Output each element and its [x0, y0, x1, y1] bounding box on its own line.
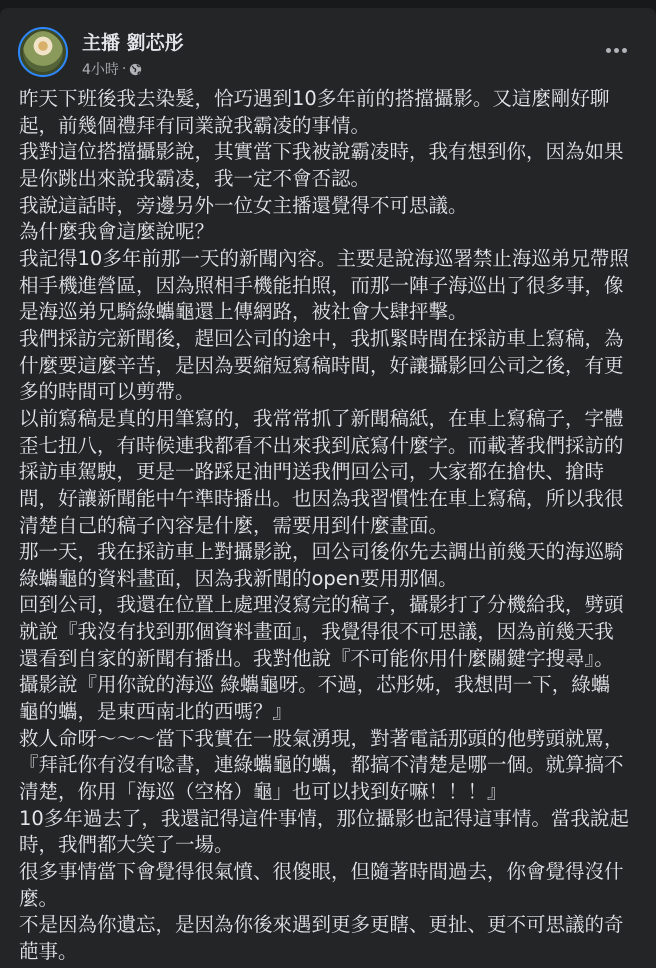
post-text-line: 我記得10多年前那一天的新聞內容。主要是說海巡署禁止海巡弟兄帶照 — [19, 246, 629, 270]
avatar-image — [23, 32, 63, 72]
post-paragraph — [19, 912, 649, 965]
post-text-line: 回到公司，我還在位置上處理沒寫完的稿子，攝影打了分機給我，劈頭 — [19, 593, 624, 617]
post-paragraph — [19, 139, 649, 192]
post-text-line: 那一天，我在採訪車上對攝影說，回公司後你先去調出前幾天的海巡騎 — [19, 540, 624, 564]
post-text-line: 我對這位搭擋攝影說，其實當下我被說霸凌時，我有想到你，因為如果 — [19, 140, 624, 164]
post-paragraph — [19, 86, 649, 139]
post-body — [19, 86, 649, 966]
post-meta — [82, 59, 142, 79]
post-text-line: 多的時間可以剪帶。 — [19, 380, 195, 404]
post-text-line: 清楚自己的稿子內容是什麼，需要用到什麼畫面。 — [19, 513, 449, 537]
post-text-line: 間，好讓新聞能中午準時播出。也因為我習慣性在車上寫稿，所以我很 — [19, 486, 624, 510]
post-paragraph — [19, 859, 649, 912]
post-text-line: 歪七扭八，有時候連我都看不出來我到底寫什麼字。而載著我們採訪的 — [19, 433, 624, 457]
post-time[interactable]: 4小時 — [82, 62, 119, 78]
post-text-line: 為什麼我會這麼說呢？ — [19, 220, 215, 244]
post-paragraph — [19, 726, 649, 806]
post-text-line: 葩事。 — [19, 940, 78, 963]
post-text-line: 清楚，你用「海巡（空格）龜」也可以找到好嘛！！！』 — [19, 780, 507, 804]
post-text-line: 綠蠵龜的資料畫面，因為我新聞的open要用那個。 — [19, 566, 458, 590]
post-text-line: 10多年過去了，我還記得這件事情，那位攝影也記得這事情。當我說起 — [19, 806, 629, 830]
post-text-line: 龜的蠵，是東西南北的西嗎？』 — [19, 700, 293, 724]
post-text-line: 時，我們都大笑了一場。 — [19, 833, 234, 857]
avatar[interactable] — [18, 27, 68, 77]
post-text-line: 是海巡弟兄騎綠蠵龜還上傳網路，被社會大肆抨擊。 — [19, 300, 468, 324]
post-text-line: 我說這話時，旁邊另外一位女主播還覺得不可思議。 — [19, 193, 468, 217]
post-text-line: 救人命呀～～～當下我實在一股氣湧現，對著電話那頭的他劈頭就罵， — [19, 726, 624, 750]
more-options-button[interactable] — [598, 36, 634, 64]
post-text-line: 我們採訪完新聞後，趕回公司的途中，我抓緊時間在採訪車上寫稿，為 — [19, 326, 624, 350]
post-text-line: 麼。 — [19, 886, 59, 910]
post-card — [0, 8, 656, 968]
post-text-line: 以前寫稿是真的用筆寫的，我常常抓了新聞稿紙，在車上寫稿子，字體 — [19, 406, 624, 430]
post-text-line: 什麼要這麼辛苦，是因為要縮短寫稿時間，好讓攝影回公司之後，有更 — [19, 353, 624, 377]
post-text-line: 相手機進營區，因為照相手機能拍照，而那一陣子海巡出了很多事，像 — [19, 273, 624, 297]
post-text-line: 是你跳出來說我霸凌，我一定不會否認。 — [19, 166, 371, 190]
post-paragraph — [19, 539, 649, 592]
post-paragraph — [19, 193, 649, 220]
post-paragraph — [19, 326, 649, 406]
post-text-line: 『拜託你有沒有唸書，連綠蠵龜的蠵，都搞不清楚是哪一個。就算搞不 — [19, 753, 624, 777]
post-paragraph — [19, 246, 649, 326]
post-text-line: 採訪車駕駛，更是一路踩足油門送我們回公司，大家都在搶快、搶時 — [19, 460, 605, 484]
post-text-line: 昨天下班後我去染髮，恰巧遇到10多年前的搭擋攝影。又這麼剛好聊 — [19, 87, 610, 110]
post-paragraph — [19, 219, 649, 246]
author-name[interactable]: 主播 劉芯彤 — [82, 32, 184, 54]
post-text-line: 起，前幾個禮拜有同業說我霸凌的事情。 — [19, 113, 371, 137]
post-text-line: 不是因為你遺忘，是因為你後來遇到更多更瞎、更扯、更不可思議的奇 — [19, 913, 624, 937]
post-text-line: 攝影說『用你說的海巡 綠蠵龜呀。不過，芯彤姊，我想問一下，綠蠵 — [19, 673, 611, 697]
post-paragraph — [19, 406, 649, 539]
post-paragraph — [19, 806, 649, 859]
post-text-line: 還看到自家的新聞有播出。我對他說『不可能你用什麼關鍵字搜尋』。 — [19, 646, 614, 670]
globe-icon[interactable] — [129, 63, 142, 76]
post-text-line: 很多事情當下會覺得很氣憤、很傻眼，但隨著時間過去，你會覺得沒什 — [19, 860, 624, 884]
post-text-line: 就說『我沒有找到那個資料畫面』，我覺得很不可思議，因為前幾天我 — [19, 620, 614, 644]
meta-separator: · — [121, 61, 127, 77]
post-paragraph — [19, 592, 649, 725]
